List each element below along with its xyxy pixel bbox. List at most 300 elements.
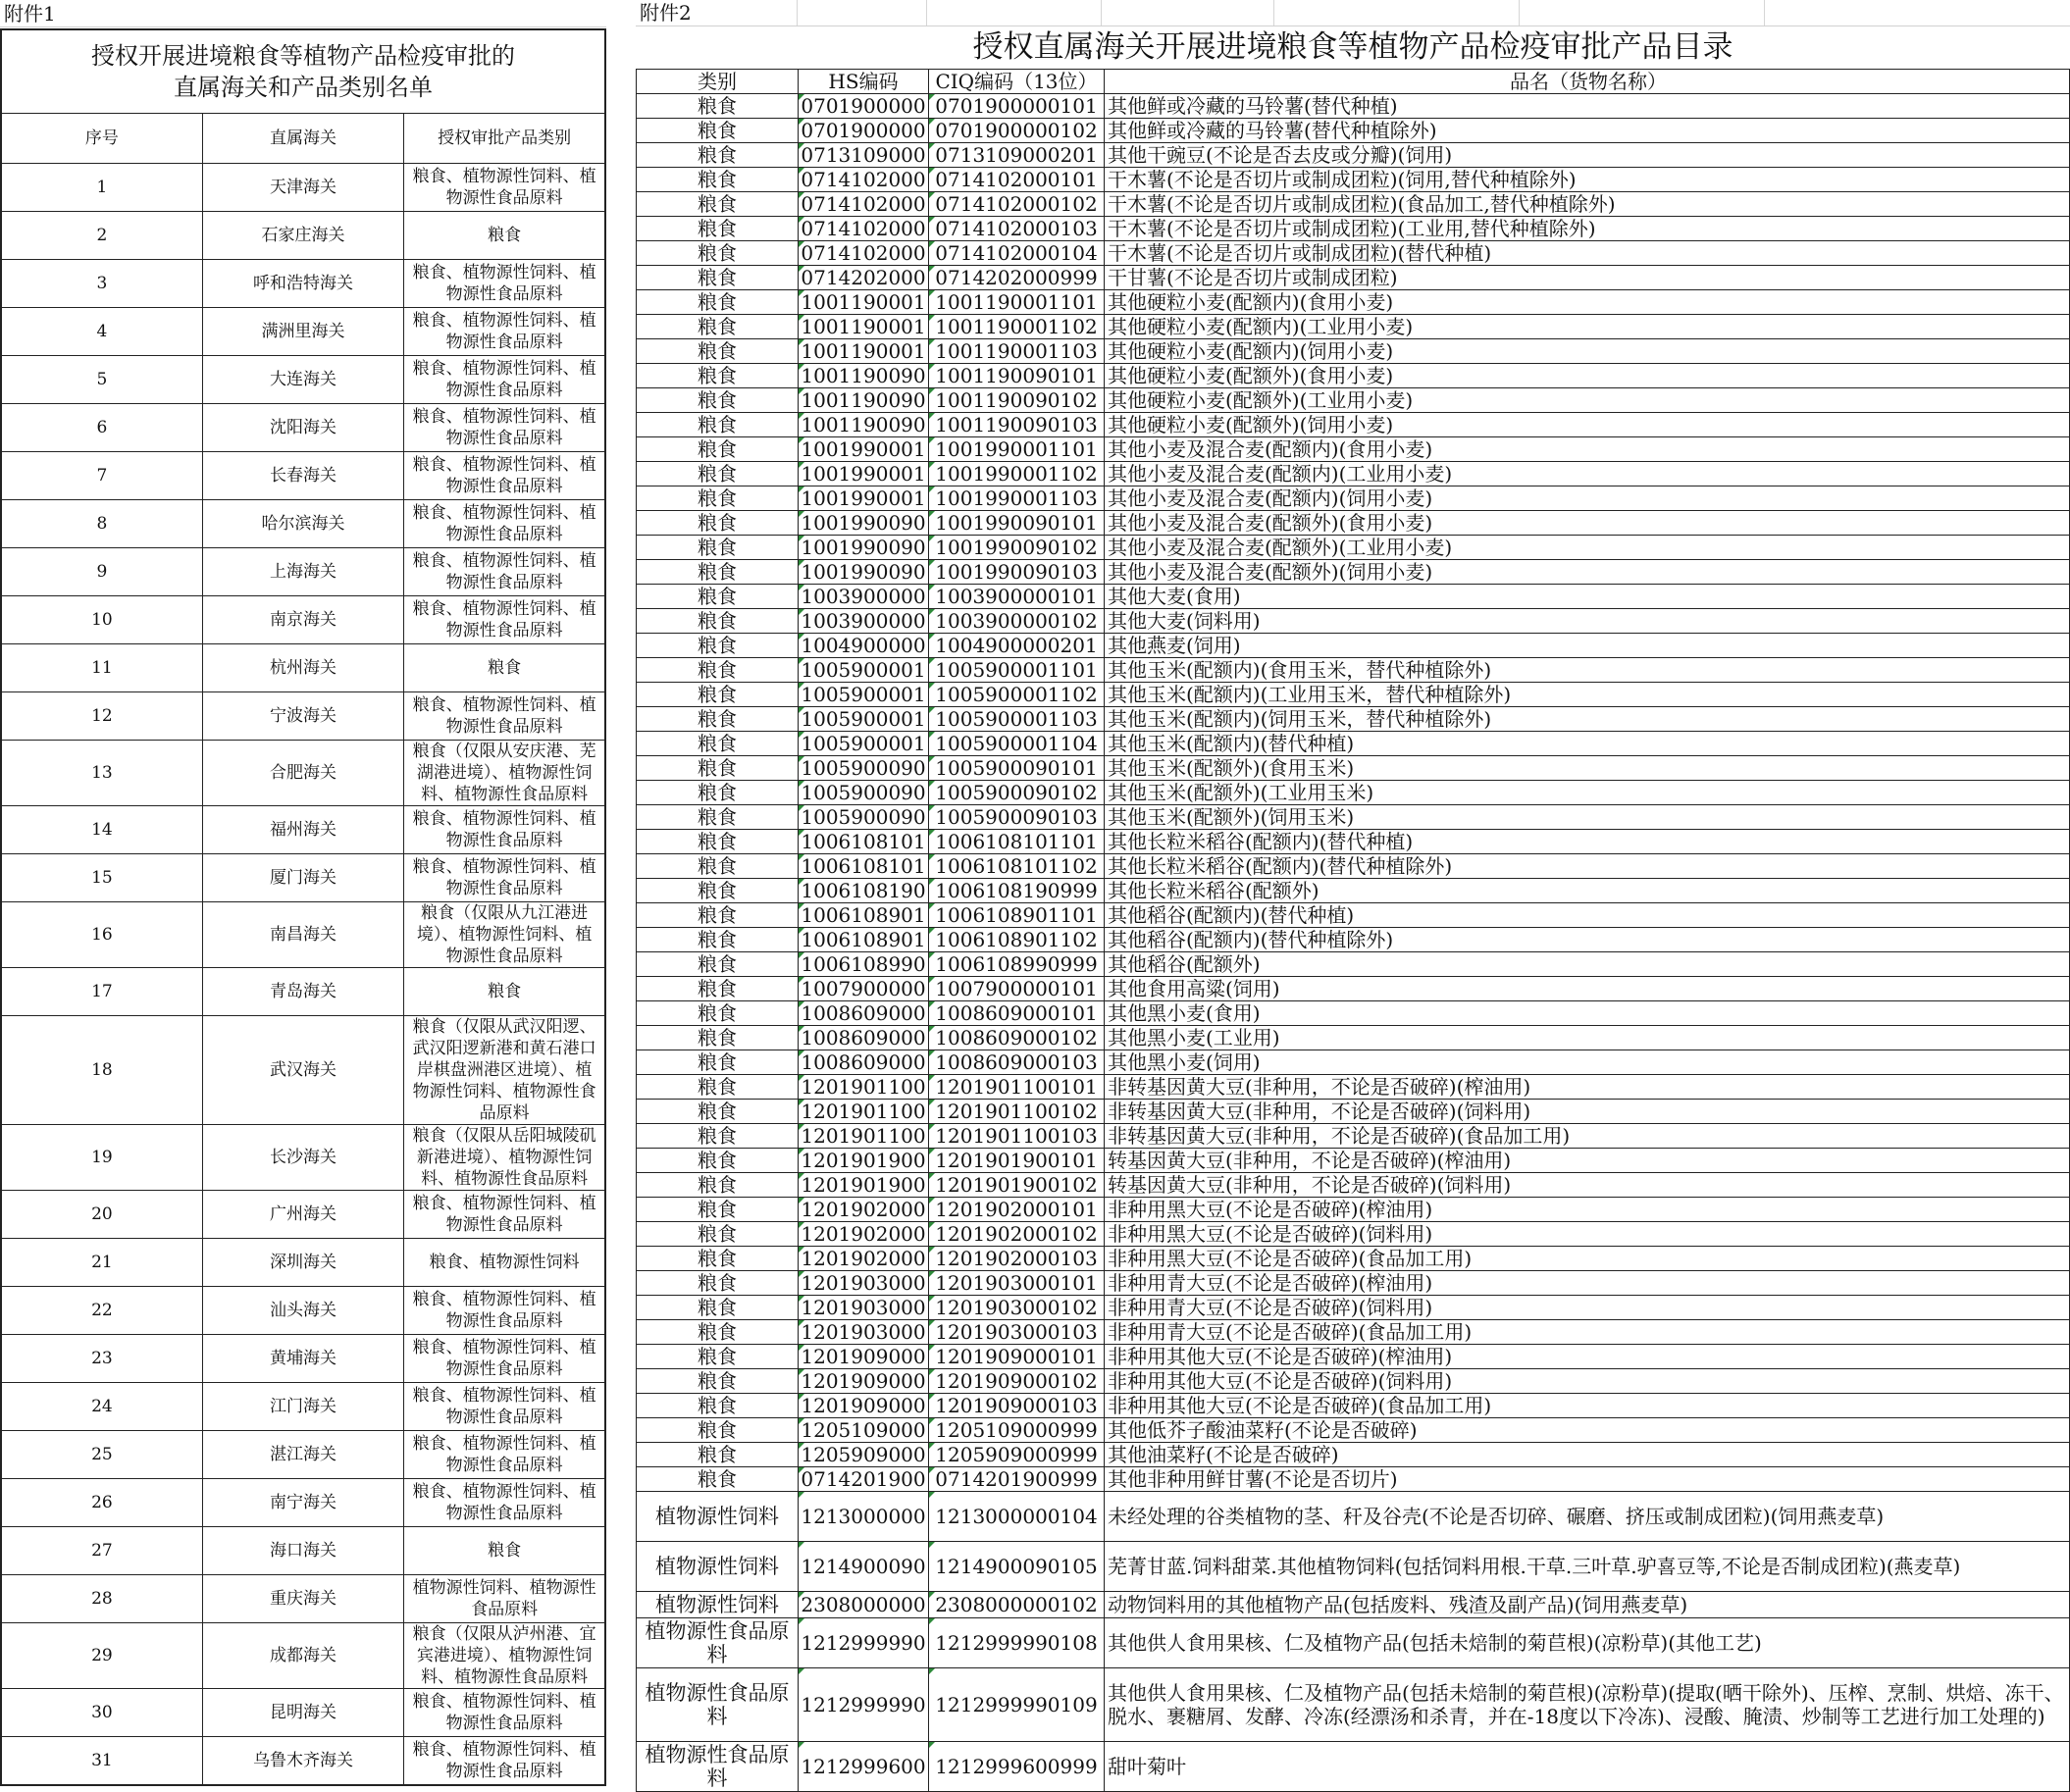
customs-name [202,164,403,212]
table-row [1,1431,605,1479]
table-row [637,1742,2070,1792]
hs-code: 1201909000 [799,1345,929,1369]
table-row [1,692,605,741]
table-row [637,1618,2070,1668]
hs-code: 1212999990 [799,1668,929,1742]
product-name: 其他干豌豆(不论是否去皮或分瓣)(饲用) [1105,143,2070,168]
product-name: 非种用黑大豆(不论是否破碎)(饲料用) [1105,1222,2070,1247]
product-category [404,692,605,741]
hs-code: 1005900001 [799,683,929,707]
row-number-text: 26 [91,1493,113,1512]
ciq-code: 1003900000101 [929,585,1105,609]
ciq-code: 1001190001102 [929,315,1105,339]
product-category-text: 粮食、植物源性饲料、植物源性食品原料 [412,1386,596,1427]
ciq-code: 1005900090102 [929,781,1105,805]
table-row [637,928,2070,952]
category: 粮食 [637,1124,799,1149]
product-category-text: 植物源性饲料、植物源性食品原料 [412,1578,596,1619]
customs-name [202,452,403,500]
hs-code: 1003900000 [799,585,929,609]
product-name: 非种用黑大豆(不论是否破碎)(榨油用) [1105,1198,2070,1222]
ciq-code: 1008609000102 [929,1026,1105,1050]
ciq-code: 1001190090103 [929,413,1105,437]
table-row [637,1271,2070,1296]
customs-name-text: 合肥海关 [269,763,336,783]
product-category [404,902,605,968]
product-name: 其他非种用鲜甘薯(不论是否切片) [1105,1467,2070,1492]
table-row [1,1287,605,1335]
hs-code: 1005900001 [799,658,929,683]
table-row [1,1575,605,1623]
product-category-text: 粮食、植物源性饲料、植物源性食品原料 [412,1194,596,1235]
ciq-code: 1201902000101 [929,1198,1105,1222]
customs-name-text: 福州海关 [269,820,336,840]
product-name: 干木薯(不论是否切片或制成团粒)(食品加工,替代种植除外) [1105,192,2070,217]
ciq-code: 1001990090101 [929,511,1105,536]
ciq-code: 1214900090105 [929,1542,1105,1592]
product-category-text: 粮食（仅限从九江港进境）、植物源性饲料、植物源性食品原料 [416,903,593,966]
ciq-code: 0714102000104 [929,241,1105,266]
category: 植物源性饲料 [637,1592,799,1618]
row-number [1,741,202,806]
row-number-text: 30 [91,1703,113,1722]
ciq-code: 0714102000101 [929,168,1105,192]
product-category [404,596,605,644]
row-number-text: 2 [96,226,108,245]
category: 粮食 [637,1026,799,1050]
table-row [637,266,2070,290]
category: 粮食 [637,486,799,511]
attachment-2-label: 附件2 [640,1,692,25]
table-row [1,548,605,596]
ciq-code: 1005900001101 [929,658,1105,683]
product-name: 其他稻谷(配额内)(替代种植除外) [1105,928,2070,952]
table-row [637,1345,2070,1369]
table-row [637,413,2070,437]
category: 粮食 [637,781,799,805]
hs-code: 1201901100 [799,1124,929,1149]
product-name: 其他小麦及混合麦(配额外)(工业用小麦) [1105,536,2070,560]
table-row [1,1737,605,1785]
category: 植物源性食品原料 [637,1742,799,1792]
ciq-code: 1005900090101 [929,756,1105,781]
table-row [637,1149,2070,1173]
table-header-row [1,114,605,164]
product-name: 干木薯(不论是否切片或制成团粒)(工业用,替代种植除外) [1105,217,2070,241]
product-name: 其他黑小麦(工业用) [1105,1026,2070,1050]
category: 粮食 [637,805,799,830]
table-row [637,560,2070,585]
product-category [404,164,605,212]
ciq-code: 1201903000101 [929,1271,1105,1296]
customs-name-text: 天津海关 [269,178,336,197]
table-row [637,315,2070,339]
table-row [1,1125,605,1191]
table-title-line-1: 授权开展进境粮食等植物产品检疫审批的 [91,42,515,70]
row-number [1,1623,202,1689]
hs-code: 1213000000 [799,1492,929,1542]
row-number [1,596,202,644]
customs-name-text: 沈阳海关 [269,418,336,437]
table-row [637,634,2070,658]
product-category-text: 粮食 [488,1541,522,1561]
hs-code: 1212999600 [799,1742,929,1792]
row-number [1,644,202,692]
row-number [1,968,202,1016]
hs-code: 1201901100 [799,1075,929,1100]
hs-code: 1005900090 [799,805,929,830]
customs-name [202,308,403,356]
row-number-text: 10 [91,610,113,630]
customs-name-text: 湛江海关 [269,1445,336,1464]
customs-name-text: 昆明海关 [269,1703,336,1722]
hs-code: 1001990090 [799,536,929,560]
product-name: 其他低芥子酸油菜籽(不论是否破碎) [1105,1418,2070,1443]
ciq-code: 0701900000101 [929,94,1105,119]
category: 粮食 [637,1001,799,1026]
product-name: 其他稻谷(配额内)(替代种植) [1105,903,2070,928]
product-category-text: 粮食、植物源性饲料、植物源性食品原料 [412,857,596,898]
product-name: 其他玉米(配额内)(工业用玉米，替代种植除外) [1105,683,2070,707]
sheet-top-gridlines [636,0,2070,26]
table-row [637,1467,2070,1492]
product-category-text: 粮食（仅限从泸州港、宜宾港进境）、植物源性饲料、植物源性食品原料 [412,1624,596,1687]
ciq-code: 0714102000103 [929,217,1105,241]
product-name: 其他硬粒小麦(配额外)(饲用小麦) [1105,413,2070,437]
product-name: 动物饲料用的其他植物产品(包括废料、残渣及副产品)(饲用燕麦草) [1105,1592,2070,1618]
category: 粮食 [637,903,799,928]
table-row [1,500,605,548]
product-category [404,968,605,1016]
customs-name [202,500,403,548]
header-no: 序号 [1,114,202,164]
product-category [404,741,605,806]
product-category-text: 粮食、植物源性饲料、植物源性食品原料 [412,1739,596,1781]
category: 粮食 [637,1418,799,1443]
row-number [1,452,202,500]
product-name: 其他小麦及混合麦(配额内)(食用小麦) [1105,437,2070,462]
ciq-code: 0714102000102 [929,192,1105,217]
table-row [637,854,2070,879]
ciq-code: 2308000000102 [929,1592,1105,1618]
hs-code: 1005900001 [799,707,929,732]
ciq-code: 1201901100102 [929,1100,1105,1124]
hs-code: 1205909000 [799,1443,929,1467]
product-category [404,548,605,596]
table-row [1,902,605,968]
category: 粮食 [637,437,799,462]
product-category [404,1191,605,1239]
category: 粮食 [637,1100,799,1124]
customs-name-text: 满洲里海关 [261,322,345,341]
ciq-code: 1006108901101 [929,903,1105,928]
customs-name [202,1575,403,1623]
row-number [1,1575,202,1623]
row-number-text: 18 [91,1060,113,1080]
table-row [1,1689,605,1737]
product-name: 其他长粒米稻谷(配额内)(替代种植) [1105,830,2070,854]
category: 粮食 [637,1198,799,1222]
product-category-text: 粮食（仅限从武汉阳逻、武汉阳逻新港和黄石港口岸棋盘洲港区进境）、植物源性饲料、植物源性食品原料 [412,1017,596,1123]
customs-name-text: 南昌海关 [269,925,336,945]
table-row [637,1369,2070,1394]
table-row [1,212,605,260]
hs-code: 1201902000 [799,1198,929,1222]
category: 粮食 [637,168,799,192]
category: 粮食 [637,609,799,634]
category: 粮食 [637,266,799,290]
customs-name-text: 深圳海关 [269,1253,336,1272]
category: 粮食 [637,1075,799,1100]
customs-name-text: 成都海关 [269,1646,336,1665]
product-name: 其他小麦及混合麦(配额内)(工业用小麦) [1105,462,2070,486]
table-row [637,1124,2070,1149]
product-name: 甜叶菊叶 [1105,1742,2070,1792]
product-name: 其他大麦(饲料用) [1105,609,2070,634]
category: 粮食 [637,413,799,437]
customs-name [202,596,403,644]
customs-name [202,806,403,854]
product-category-text: 粮食、植物源性饲料、植物源性食品原料 [412,311,596,352]
product-name: 其他玉米(配额内)(替代种植) [1105,732,2070,756]
catalog-title: 授权直属海关开展进境粮食等植物产品检疫审批产品目录 [972,29,1734,65]
header-hs-code: HS编码 [799,70,929,94]
product-category [404,1335,605,1383]
ciq-code: 1212999990109 [929,1668,1105,1742]
product-name: 其他黑小麦(食用) [1105,1001,2070,1026]
product-category [404,1383,605,1431]
table-row [637,1026,2070,1050]
product-category-text: 粮食、植物源性饲料、植物源性食品原料 [412,1482,596,1523]
table-row [637,1542,2070,1592]
product-name: 其他小麦及混合麦(配额外)(食用小麦) [1105,511,2070,536]
ciq-code: 1201901100101 [929,1075,1105,1100]
table-row [1,356,605,404]
table-row [637,1592,2070,1618]
category: 粮食 [637,1320,799,1345]
row-number-text: 11 [91,658,113,678]
table-row [1,260,605,308]
product-name: 其他供人食用果核、仁及植物产品(包括未焙制的菊苣根)(凉粉草)(提取(晒干除外)、压榨、烹制、烘焙、冻干、脱水、裹糖屑、发酵、冷冻(经漂汤和杀青，并在-18度以下冷冻)、浸酸、腌渍、炒制等工艺进行加工处理的) [1105,1668,2070,1742]
row-number-text: 5 [96,370,108,389]
product-category [404,644,605,692]
product-category [404,806,605,854]
hs-code: 0714102000 [799,217,929,241]
product-category [404,212,605,260]
category: 粮食 [637,364,799,388]
table-row [637,1418,2070,1443]
row-number [1,404,202,452]
product-name: 干甘薯(不论是否切片或制成团粒) [1105,266,2070,290]
customs-name [202,1383,403,1431]
product-category-text: 粮食、植物源性饲料、植物源性食品原料 [412,1434,596,1475]
row-number [1,806,202,854]
customs-name [202,1623,403,1689]
attachment-1-label-row [0,0,606,27]
attachment-1-sheet [0,0,608,1791]
row-number-text: 7 [96,466,108,486]
product-name: 其他长粒米稻谷(配额内)(替代种植除外) [1105,854,2070,879]
row-number [1,1527,202,1575]
ciq-code: 1205909000999 [929,1443,1105,1467]
customs-list-table [0,28,606,1786]
table-row [637,192,2070,217]
customs-name [202,1527,403,1575]
product-name: 非转基因黄大豆(非种用，不论是否破碎)(榨油用) [1105,1075,2070,1100]
hs-code: 1201909000 [799,1369,929,1394]
hs-code: 1006108901 [799,928,929,952]
row-number [1,1383,202,1431]
product-category-text: 粮食、植物源性饲料、植物源性食品原料 [412,503,596,544]
product-category-text: 粮食、植物源性饲料、植物源性食品原料 [412,359,596,400]
table-row [1,596,605,644]
product-category [404,260,605,308]
customs-name-text: 长春海关 [269,466,336,486]
product-category-text: 粮食、植物源性饲料、植物源性食品原料 [412,809,596,850]
table-title [1,29,605,114]
table-row [637,1222,2070,1247]
row-number-text: 13 [91,763,113,783]
table-row [1,1623,605,1689]
category: 粮食 [637,119,799,143]
table-row [637,1198,2070,1222]
table-row [637,217,2070,241]
hs-code: 1001990001 [799,486,929,511]
customs-name-text: 汕头海关 [269,1301,336,1320]
category: 粮食 [637,511,799,536]
product-category-text: 粮食、植物源性饲料 [429,1253,580,1272]
hs-code: 1008609000 [799,1050,929,1075]
product-category-text: 粮食、植物源性饲料、植物源性食品原料 [412,167,596,208]
ciq-code: 0714202000999 [929,266,1105,290]
ciq-code: 1212999600999 [929,1742,1105,1792]
customs-name-text: 武汉海关 [269,1060,336,1080]
table-row [637,1296,2070,1320]
table-row [637,1247,2070,1271]
customs-name-text: 厦门海关 [269,868,336,888]
table-row [1,1191,605,1239]
product-name: 其他玉米(配额内)(饲用玉米，替代种植除外) [1105,707,2070,732]
hs-code: 1201901900 [799,1173,929,1198]
row-number [1,1016,202,1125]
customs-name-text: 黄埔海关 [269,1349,336,1368]
product-category-text: 粮食 [488,226,522,245]
table-row [637,168,2070,192]
customs-name-text: 海口海关 [269,1541,336,1561]
ciq-code: 1005900001102 [929,683,1105,707]
ciq-code: 0701900000102 [929,119,1105,143]
category: 粮食 [637,952,799,977]
table-row [637,977,2070,1001]
hs-code: 1201901900 [799,1149,929,1173]
product-category [404,356,605,404]
product-category-text: 粮食 [488,658,522,678]
ciq-code: 1001190090101 [929,364,1105,388]
table-row [1,741,605,806]
hs-code: 0714102000 [799,168,929,192]
category: 粮食 [637,1296,799,1320]
product-name: 其他玉米(配额外)(食用玉米) [1105,756,2070,781]
row-number [1,356,202,404]
customs-name [202,1431,403,1479]
customs-name [202,548,403,596]
product-name: 非种用其他大豆(不论是否破碎)(饲料用) [1105,1369,2070,1394]
ciq-code: 1005900090103 [929,805,1105,830]
product-name: 干木薯(不论是否切片或制成团粒)(饲用,替代种植除外) [1105,168,2070,192]
ciq-code: 1008609000103 [929,1050,1105,1075]
hs-code: 0701900000 [799,119,929,143]
ciq-code: 1201901900102 [929,1173,1105,1198]
table-row [637,1050,2070,1075]
hs-code: 1003900000 [799,609,929,634]
product-category-text: 粮食、植物源性饲料、植物源性食品原料 [412,551,596,592]
row-number [1,260,202,308]
table-row [637,683,2070,707]
product-category [404,854,605,902]
product-category [404,452,605,500]
table-row [637,1075,2070,1100]
table-row [637,536,2070,560]
hs-code: 1201903000 [799,1320,929,1345]
row-number-text: 25 [91,1445,113,1464]
row-number [1,1737,202,1785]
row-number [1,1125,202,1191]
product-name: 其他长粒米稻谷(配额外) [1105,879,2070,903]
hs-code: 1201901100 [799,1100,929,1124]
category: 粮食 [637,1222,799,1247]
ciq-code: 1001190090102 [929,388,1105,413]
table-row [1,1335,605,1383]
ciq-code: 1006108101102 [929,854,1105,879]
hs-code: 1201903000 [799,1271,929,1296]
product-name: 其他鲜或冷藏的马铃薯(替代种植除外) [1105,119,2070,143]
ciq-code: 1213000000104 [929,1492,1105,1542]
row-number [1,212,202,260]
row-number-text: 27 [91,1541,113,1561]
ciq-code: 1001190001103 [929,339,1105,364]
hs-code: 2308000000 [799,1592,929,1618]
row-number [1,308,202,356]
ciq-code: 1004900000201 [929,634,1105,658]
table-row [1,968,605,1016]
table-row [637,830,2070,854]
table-row [1,806,605,854]
row-number-text: 20 [91,1204,113,1224]
ciq-code: 1201902000102 [929,1222,1105,1247]
row-number [1,1287,202,1335]
table-row [1,164,605,212]
ciq-code: 1201903000102 [929,1296,1105,1320]
customs-name-text: 南京海关 [269,610,336,630]
hs-code: 0713109000 [799,143,929,168]
product-name: 非种用其他大豆(不论是否破碎)(食品加工用) [1105,1394,2070,1418]
product-name: 非转基因黄大豆(非种用，不论是否破碎)(食品加工用) [1105,1124,2070,1149]
category: 粮食 [637,388,799,413]
ciq-code: 1006108990999 [929,952,1105,977]
ciq-code: 1201909000102 [929,1369,1105,1394]
category: 粮食 [637,94,799,119]
ciq-code: 1003900000102 [929,609,1105,634]
row-number [1,1335,202,1383]
category: 粮食 [637,1443,799,1467]
hs-code: 0714102000 [799,192,929,217]
category: 粮食 [637,1394,799,1418]
hs-code: 0714202000 [799,266,929,290]
header-product-name: 品名（货物名称） [1105,70,2070,94]
product-name: 芜菁甘蓝.饲料甜菜.其他植物饲料(包括饲料用根.干草.三叶草.驴喜豆等,不论是否制成团粒)(燕麦草) [1105,1542,2070,1592]
category: 粮食 [637,977,799,1001]
table-row [637,462,2070,486]
